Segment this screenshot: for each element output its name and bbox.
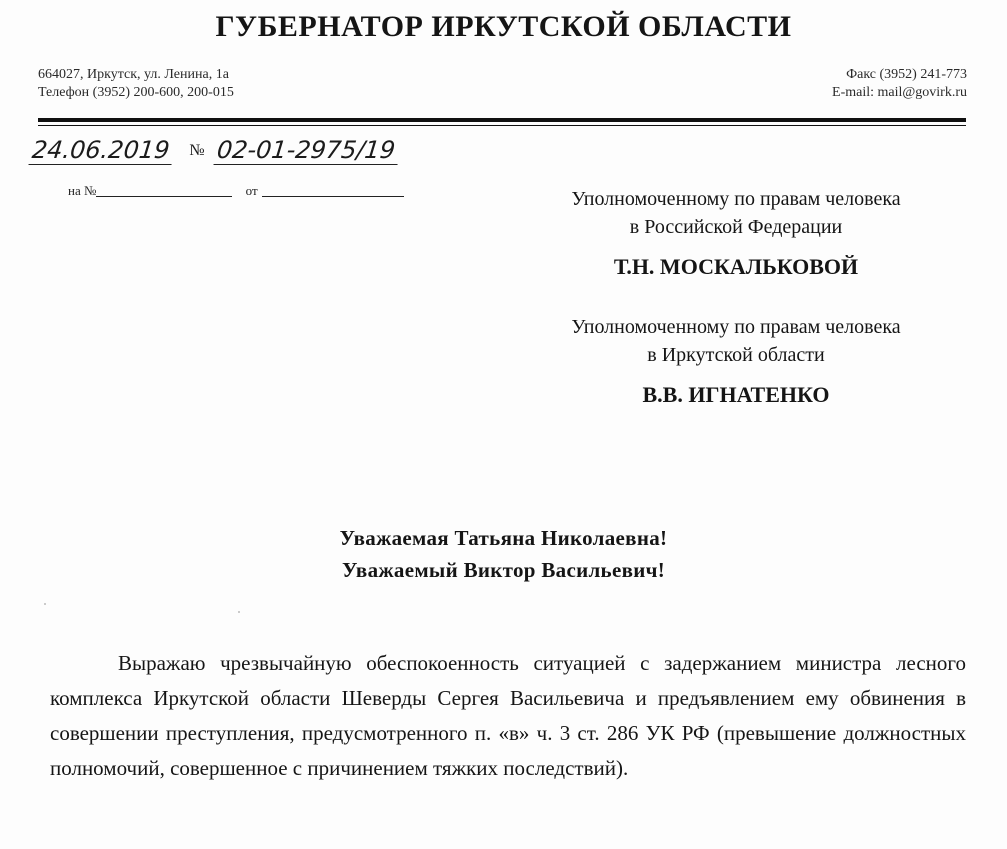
registration-line: [30, 136, 399, 165]
addressee-name: В.В. ИГНАТЕНКО: [642, 382, 830, 407]
letterhead-contacts-left: [38, 66, 234, 102]
addressee-block-2: [508, 313, 964, 409]
fax-line: Факс (3952) 241-773: [846, 67, 967, 82]
scan-speck: [44, 603, 46, 605]
letterhead-divider-thin: [38, 125, 966, 126]
salutation-line-2: Уважаемый Виктор Васильевич!: [341, 558, 666, 582]
reference-line: [68, 183, 404, 199]
letter-body-paragraph: Выражаю чрезвычайную обеспокоенность ситуацией с задержанием министра лесного комплекса Иркутской области Шеверды Сергея Васильевича и предъявлением ему обвинения в совершении преступления, предусмотренного п. «в» ч. 3 ст. 286 УК РФ (превышение должностных полномочий, совершенное с причинением тяжких последствий).: [50, 651, 966, 780]
registration-number: 02-01-2975/19: [213, 136, 400, 165]
address-line: 664027, Иркутск, ул. Ленина, 1а: [38, 67, 229, 82]
reference-number-blank: [96, 184, 232, 197]
addressee-block-1: [508, 185, 964, 281]
email-line: E-mail: mail@govirk.ru: [832, 85, 967, 100]
salutation: [0, 522, 1007, 586]
phone-line: Телефон (3952) 200-600, 200-015: [38, 85, 234, 100]
addressee-position: Уполномоченному по правам человека: [571, 188, 901, 210]
registration-date: 24.06.2019: [28, 136, 174, 165]
number-sign: №: [189, 142, 205, 159]
addressee-position: Уполномоченному по правам человека: [571, 316, 901, 338]
letterhead-divider-thick: [38, 118, 966, 122]
addressee-region: в Российской Федерации: [629, 216, 843, 238]
reference-ot-label: от: [245, 183, 258, 198]
scan-speck: [238, 611, 240, 613]
reference-date-blank: [262, 184, 404, 197]
letterhead-title: ГУБЕРНАТОР ИРКУТСКОЙ ОБЛАСТИ: [215, 10, 792, 43]
addressee-region: в Иркутской области: [647, 344, 825, 366]
addressee-name: Т.Н. МОСКАЛЬКОВОЙ: [613, 254, 859, 279]
reference-na-label: на №: [68, 183, 97, 198]
letterhead-contacts-right: [832, 66, 967, 102]
salutation-line-1: Уважаемая Татьяна Николаевна!: [339, 526, 668, 550]
